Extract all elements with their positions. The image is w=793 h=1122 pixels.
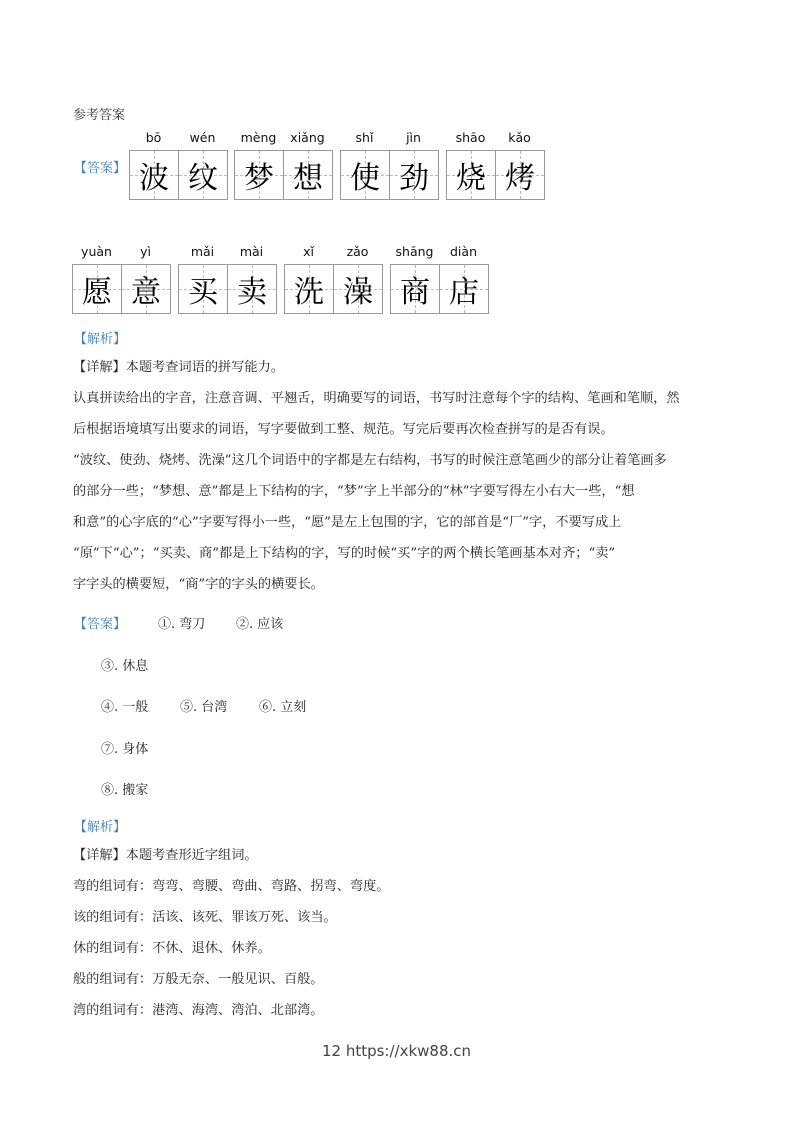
hanzi: 意 [131, 275, 161, 310]
character-cell [390, 244, 439, 314]
character-cell [333, 244, 382, 314]
character-cell [284, 244, 333, 314]
character-cell [495, 130, 544, 200]
word-box [72, 244, 170, 314]
answer-item: ③. 休息 [101, 659, 149, 674]
pinyin: mèng [240, 130, 277, 145]
pinyin: zǎo [346, 244, 369, 259]
character-cell [72, 244, 121, 314]
analysis-tag-2: 【解析】 [74, 820, 127, 835]
text-line: 该的组词有：活该、该死、罪该万死、该当。 [73, 910, 337, 925]
text-line: 般的组词有：万般无奈、一般见识、百般。 [73, 972, 324, 987]
hanzi: 波 [139, 161, 169, 196]
text-line: 弯的组词有：弯弯、弯腰、弯曲、弯路、拐弯、弯度。 [73, 879, 390, 894]
word-box [390, 244, 488, 314]
pinyin: jìn [406, 130, 421, 145]
hanzi: 愿 [82, 275, 112, 310]
page-footer: 12 https://xkw88.cn [321, 1042, 472, 1060]
word-box [178, 244, 276, 314]
pinyin: shāng [395, 244, 434, 259]
word-box [446, 130, 544, 200]
pinyin: bō [145, 130, 162, 145]
word-box [234, 130, 332, 200]
pinyin: diàn [450, 244, 477, 259]
answer-item: ②. 应该 [236, 617, 284, 632]
hanzi: 卖 [237, 275, 267, 310]
text-line: 认真拼读给出的字音，注意音调、平翘舌，明确要写的词语，书写时注意每个字的结构、笔画和笔顺，然 [73, 391, 680, 406]
hanzi: 梦 [244, 161, 274, 196]
character-cell [234, 130, 283, 200]
text-line: “原”下“心”；“买卖、商”都是上下结构的字，写的时候“买”字的两个横长笔画基本对齐；“卖” [73, 546, 616, 561]
text-line: 的部分一些；“梦想、意”都是上下结构的字，“梦”字上半部分的“林”字要写得左小右大一些，“想 [73, 484, 635, 499]
word-box [284, 244, 382, 314]
answer-item: ①. 弯刀 [158, 617, 206, 632]
answer-item: ⑧. 搬家 [101, 783, 149, 798]
hanzi: 纹 [188, 161, 218, 196]
answer-item: ⑤. 台湾 [180, 700, 228, 715]
answer-tag-2: 【答案】 [74, 617, 127, 632]
hanzi: 烧 [456, 161, 486, 196]
pinyin: mài [239, 244, 264, 259]
analysis-tag: 【解析】 [74, 332, 127, 347]
hanzi: 店 [449, 275, 479, 310]
answer-item: ⑥. 立刻 [259, 700, 307, 715]
hanzi: 商 [400, 275, 430, 310]
analysis-paragraph-1 [73, 352, 723, 600]
answer-tag: 【答案】 [74, 161, 127, 176]
character-cell [389, 130, 438, 200]
text-line: 后根据语境填写出要求的词语，写字要做到工整、规范。写完后要再次检查拼写的是否有误。 [73, 422, 614, 437]
character-cell [227, 244, 276, 314]
hanzi: 澡 [343, 275, 373, 310]
analysis-paragraph-2 [73, 840, 723, 1026]
text-line: 和意”的心字底的“心”字要写得小一些，“愿”是左上包围的字，它的部首是“厂”字，不要写成上 [73, 515, 622, 530]
character-cell [178, 244, 227, 314]
heading: 参考答案 [73, 108, 126, 123]
text-line: “波纹、使劲、烧烤、洗澡”这几个词语中的字都是左右结构，书写的时候注意笔画少的部分让着笔画多 [73, 453, 667, 468]
text-line: 休的组词有：不休、退休、休养。 [73, 941, 271, 956]
hanzi: 洗 [294, 275, 324, 310]
pinyin: kǎo [508, 130, 531, 145]
character-cell [283, 130, 332, 200]
character-cell [178, 130, 227, 200]
pinyin: shǐ [355, 130, 374, 145]
character-cell [340, 130, 389, 200]
pinyin: wén [189, 130, 216, 145]
pinyin: shāo [455, 130, 486, 145]
pinyin: xiǎng [290, 130, 325, 145]
text-line: 【详解】本题考查词语的拼写能力。 [73, 360, 284, 375]
pinyin: mǎi [190, 244, 215, 259]
character-cell [439, 244, 488, 314]
hanzi: 买 [188, 275, 218, 310]
hanzi: 烤 [505, 161, 535, 196]
character-cell [446, 130, 495, 200]
answer-item: ④. 一般 [101, 700, 149, 715]
answer-item: ⑦. 身体 [101, 742, 149, 757]
pinyin: yì [140, 244, 151, 259]
hanzi: 使 [350, 161, 380, 196]
text-line: 湾的组词有：港湾、海湾、湾泊、北部湾。 [73, 1003, 324, 1018]
word-box [129, 130, 227, 200]
text-line: 字字头的横要短，“商”字的字头的横要长。 [73, 577, 324, 592]
character-cell [129, 130, 178, 200]
pinyin: yuàn [81, 244, 112, 259]
pinyin: xǐ [303, 244, 314, 259]
hanzi: 想 [293, 161, 323, 196]
text-line: 【详解】本题考查形近字组词。 [73, 848, 258, 863]
hanzi: 劲 [399, 161, 429, 196]
word-box [340, 130, 438, 200]
character-cell [121, 244, 170, 314]
